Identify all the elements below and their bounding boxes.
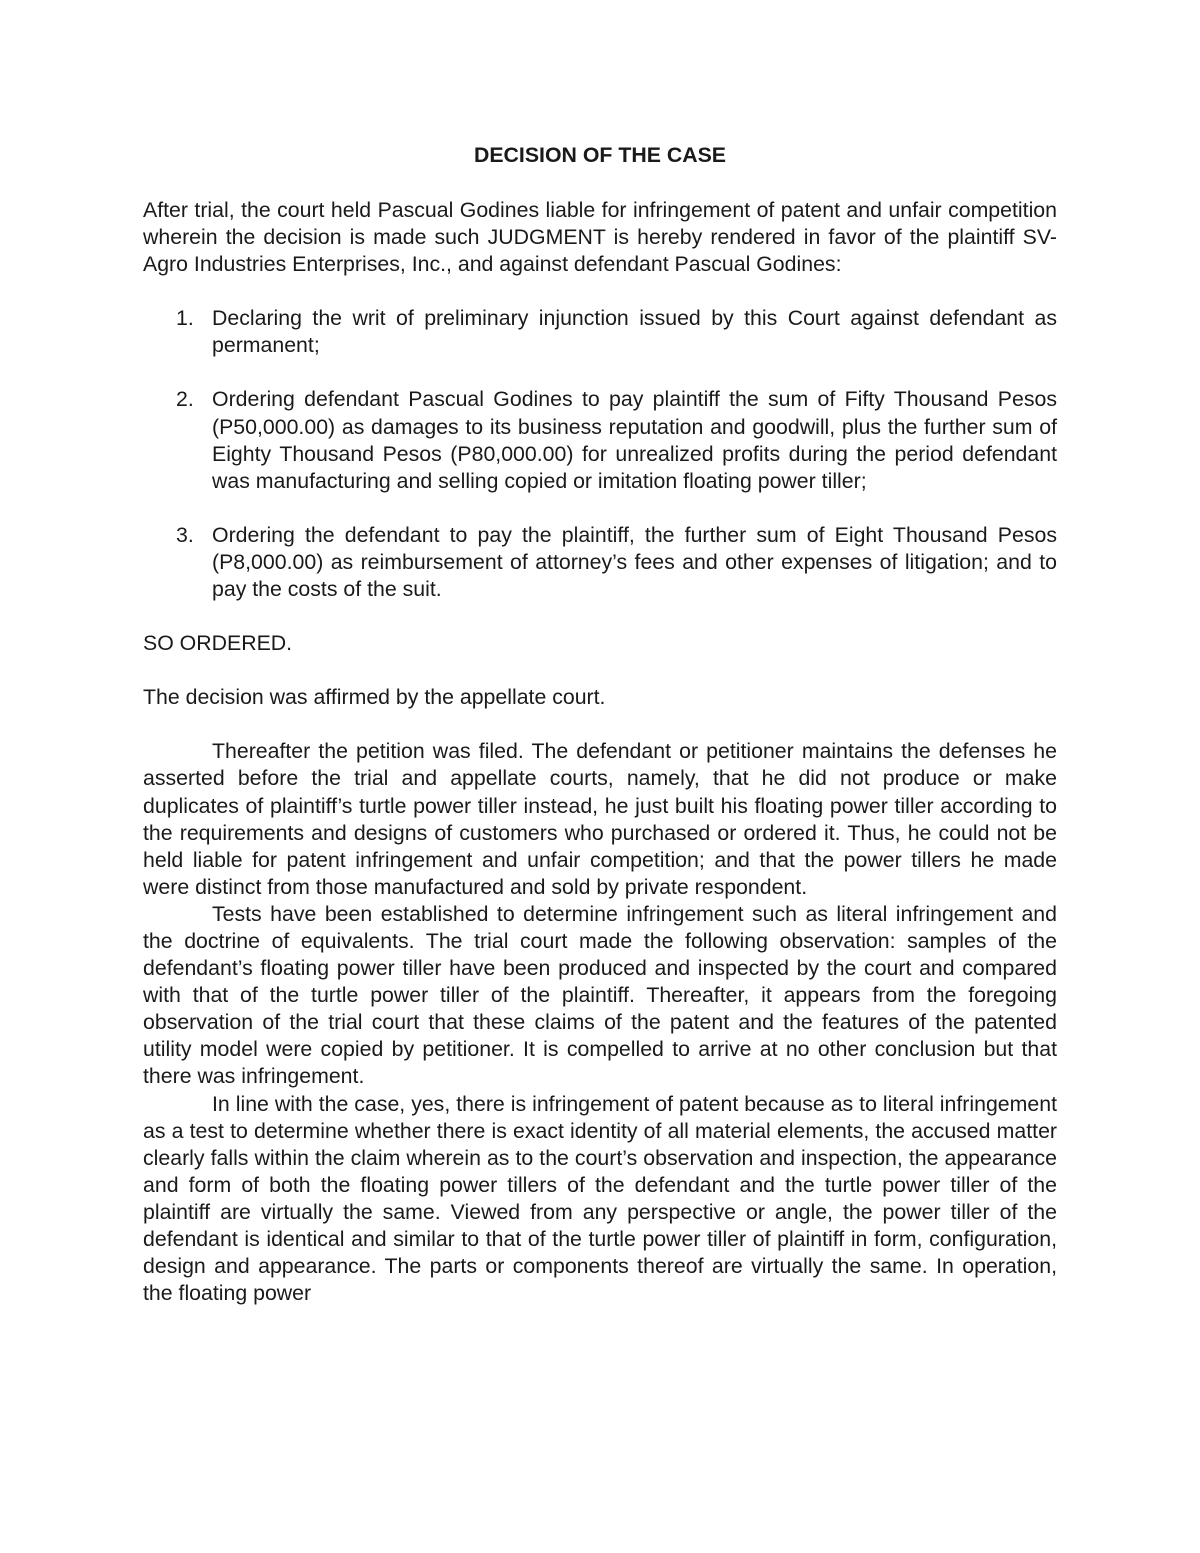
document-title: DECISION OF THE CASE (473, 143, 727, 167)
list-item (143, 386, 1057, 494)
list-item-text: Declaring the writ of preliminary injunction issued by this Court against defendant as permanent; (212, 306, 1057, 358)
list-item-text: Ordering the defendant to pay the plaintiff, the further sum of Eight Thousand Pesos (P8,000.00) as reimbursement of attorney’s fees and other expenses of litigation; and to pay the costs of the suit. (212, 522, 1057, 602)
list-item-text: Ordering defendant Pascual Godines to pay plaintiff the sum of Fifty Thousand Pesos (P50,000.00) as damages to its business reputation and goodwill, plus the further sum of Eighty Thousand Pesos (P80,000.00) for unrealized profits during the period defendant was manufacturing and selling copied or imitation floating power tiller; (212, 387, 1057, 493)
judgment-list (143, 305, 1057, 603)
body-paragraph: Thereafter the petition was filed. The defendant or petitioner maintains the defenses he asserted before the trial and appellate courts, namely, that he did not produce or make duplicates of plaintiff’s turtle power tiller instead, he just built his floating power tiller according to the requirements and designs of customers who purchased or ordered it. Thus, he could not be held liable for patent infringement and unfair competition; and that the power tillers he made were distinct from those manufactured and sold by private respondent. (143, 739, 1057, 899)
list-item-number: 3. (176, 522, 194, 547)
list-item (143, 305, 1057, 359)
list-item (143, 522, 1057, 603)
affirmed-sentence: The decision was affirmed by the appellate court. (143, 685, 606, 710)
list-item-number: 2. (176, 387, 194, 412)
intro-paragraph: After trial, the court held Pascual Godines liable for infringement of patent and unfair competition wherein the decision is made such JUDGMENT is hereby rendered in favor of the plaintiff SV-Agro Industries Enterprises, Inc., and against defendant Pascual Godines: (143, 198, 1057, 277)
so-ordered: SO ORDERED. (143, 631, 293, 656)
document-page (143, 142, 1057, 1307)
list-item-number: 1. (176, 306, 194, 331)
body-paragraph: Tests have been established to determine infringement such as literal infringement and the doctrine of equivalents. The trial court made the following observation: samples of the defendant’s floating power tiller have been produced and inspected by the court and compared with that of the turtle power tiller of the plaintiff. Thereafter, it appears from the foregoing observation of the trial court that these claims of the patent and the features of the patented utility model were copied by petitioner. It is compelled to arrive at no other conclusion but that there was infringement. (143, 901, 1057, 1089)
body-paragraph: In line with the case, yes, there is infringement of patent because as to literal infringement as a test to determine whether there is exact identity of all material elements, the accused matter clearly falls within the claim wherein as to the court’s observation and inspection, the appearance and form of both the floating power tillers of the defendant and the turtle power tiller of the plaintiff are virtually the same. Viewed from any perspective or angle, the power tiller of the defendant is identical and similar to that of the turtle power tiller of plaintiff in form, configuration, design and appearance. The parts or components thereof are virtually the same. In operation, the floating power (143, 1091, 1057, 1306)
